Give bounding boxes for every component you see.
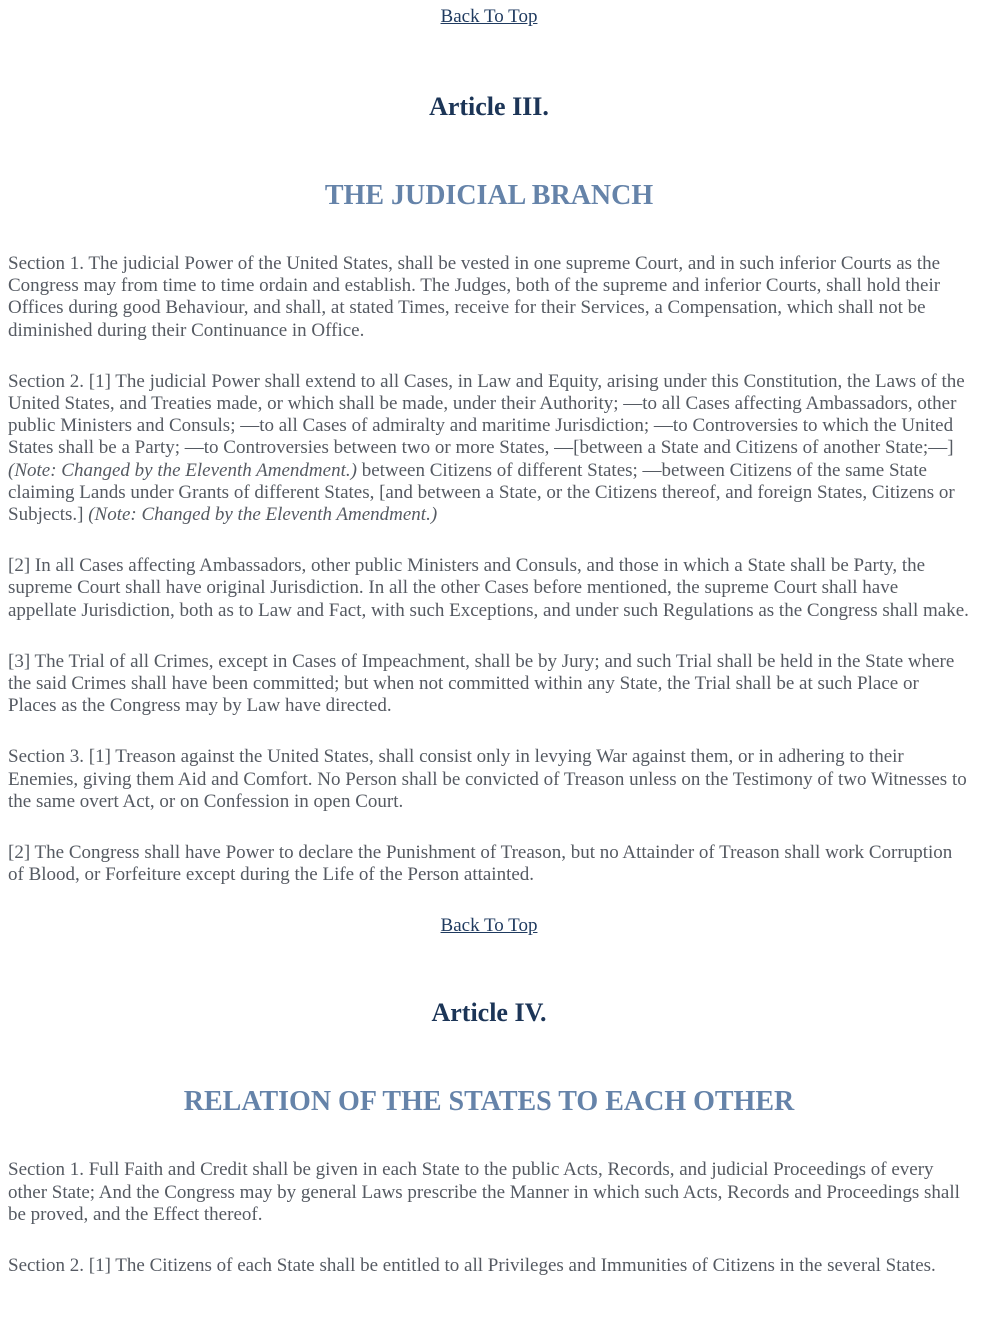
back-to-top-container — [8, 0, 970, 28]
article-3-section-3-clause-2: [2] The Congress shall have Power to declare the Punishment of Treason, but no Attainder of Treason shall work Corruption of Blood, or Forfeiture except during the Life of the Person attainted. — [8, 842, 953, 886]
article-3-section-1: Section 1. The judicial Power of the United States, shall be vested in one supreme Court, and in such inferior Courts as the Congress may from time to time ordain and establish. The Judges, both of the supreme and inferior Courts, shall hold their Offices during good Behaviour, and shall, at stated Times, receive for their Services, a Compensation, which shall not be diminished during their Continuance in Office. — [8, 253, 941, 341]
article-3-section-2-text-b: between Citizens of different States; —between Citizens of the same State claiming Lands under Grants of different States, [and between a State, or the Citizens thereof, and foreign States, Citizens or Subjects.] — [8, 459, 955, 526]
article-3-section-2-clause-3: [3] The Trial of all Crimes, except in Cases of Impeachment, shall be by Jury; and such Trial shall be held in the State where the said Crimes shall have been committed; but when not committed within any State, the Trial shall be at such Place or Places as the Congress may by Law have directed. — [8, 650, 955, 717]
article-4-section-1: Section 1. Full Faith and Credit shall be given in each State to the public Acts, Records, and judicial Proceedings of every other State; And the Congress may by general Laws prescribe the Manner in which such Acts, Records and Proceedings shall be proved, and the Effect thereof. — [8, 1159, 960, 1225]
amendment-note: (Note: Changed by the Eleventh Amendment.) — [88, 504, 438, 526]
back-to-top-link[interactable]: Back To Top — [440, 915, 538, 937]
back-to-top-container — [8, 915, 970, 937]
back-to-top-link[interactable]: Back To Top — [440, 6, 538, 27]
article-4-heading: RELATION OF THE STATES TO EACH OTHER — [183, 1086, 795, 1118]
article-3-section-3-clause-1: Section 3. [1] Treason against the United States, shall consist only in levying War against them, or in adhering to their Enemies, giving them Aid and Comfort. No Person shall be convicted of Treason unless on the Testimony of two Witnesses to the same overt Act, or on Confession in open Court. — [8, 746, 967, 812]
article-3-section-2-clause-2: [2] In all Cases affecting Ambassadors, other public Ministers and Consuls, and those in which a State shall be Party, the supreme Court shall have original Jurisdiction. In all the other Cases before mentioned, the supreme Court shall have appellate Jurisdiction, both as to Law and Fact, with such Exceptions, and under such Regulations as the Congress shall make. — [8, 555, 969, 621]
amendment-note: (Note: Changed by the Eleventh Amendment.) — [8, 459, 357, 481]
article-4-title: Article IV. — [431, 998, 547, 1028]
article-3-heading: THE JUDICIAL BRANCH — [324, 180, 654, 211]
article-3-section-2-clause-1 — [8, 371, 970, 526]
article-3-title: Article III. — [429, 92, 549, 121]
article-4-section-2-clause-1: Section 2. [1] The Citizens of each State shall be entitled to all Privileges and Immunities of Citizens in the several States. — [8, 1255, 936, 1277]
article-3-section-2-text-a: Section 2. [1] The judicial Power shall extend to all Cases, in Law and Equity, arising under this Constitution, the Laws of the United States, and Treaties made, or which shall be made, under their Authority; —to all Cases affecting Ambassadors, other public Ministers and Consuls; —to all Cases of admiralty and maritime Jurisdiction; —to Controversies to which the United States shall be a Party; —to Controversies between two or more States, —[between a State and Citizens of another State;—] — [8, 370, 965, 459]
